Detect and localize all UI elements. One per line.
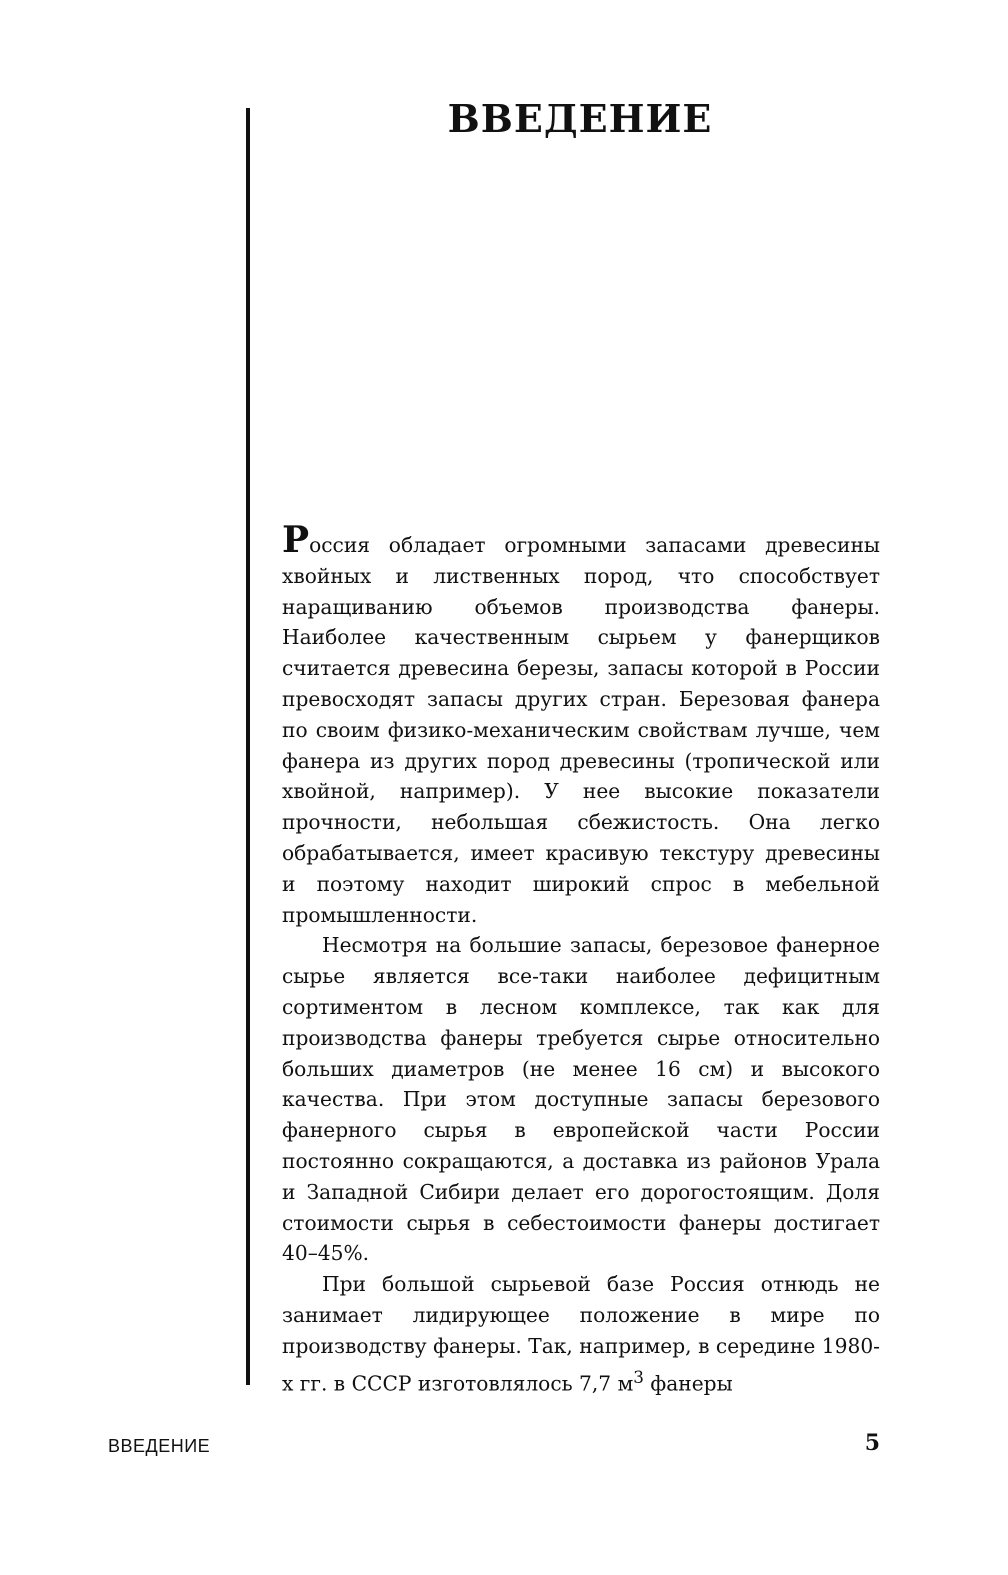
vertical-rule [246,108,250,1385]
paragraph-1-text: оссия обладает огромными запасами древесины хвойных и лиственных пород, что способствует наращиванию объемов производства фанеры. Наиболее качественным сырьем у фанерщиков считается древесина березы, запасы которой в России превосходят запасы других стран. Березовая фанера по своим физико-механическим свойствам лучше, чем фанера из других пород древесины (тропической или хвойной, например). У нее высокие показатели прочности, небольшая сбежистость. Она легко обрабатывается, имеет красивую текстуру древесины и поэтому находит широкий спрос в мебельной промышленности. [282,533,880,927]
page-number: 5 [864,1430,880,1456]
chapter-title: ВВЕДЕНИЕ [447,96,713,141]
body-text [282,519,880,1399]
paragraph-2: Несмотря на большие запасы, березовое фанерное сырье является все-таки наиболее дефицитным сортиментом в лесном комплексе, так как для производства фанеры требуется сырье относительно больших диаметров (не менее 16 см) и высокого качества. При этом доступные запасы березового фанерного сырья в европейской части России постоянно сокращаются, а доставка из районов Урала и Западной Сибири делает его дорогостоящим. Доля стоимости сырья в себестоимости фанеры достигает 40–45%. [282,933,880,1266]
paragraph-3-end: фанеры [644,1371,733,1396]
superscript-3: 3 [633,1366,644,1387]
paragraph-3 [282,1269,880,1399]
paragraph-3-text: При большой сырьевой базе Россия отнюдь не занимает лидирующее положение в мире по производству фанеры. Так, например, в середине 1980-х гг. в СССР изготовлялось 7,7 м [282,1272,880,1396]
running-footer-section: ВВЕДЕНИЕ [108,1436,211,1456]
paragraph-1 [282,519,880,930]
drop-cap: Р [282,519,310,561]
